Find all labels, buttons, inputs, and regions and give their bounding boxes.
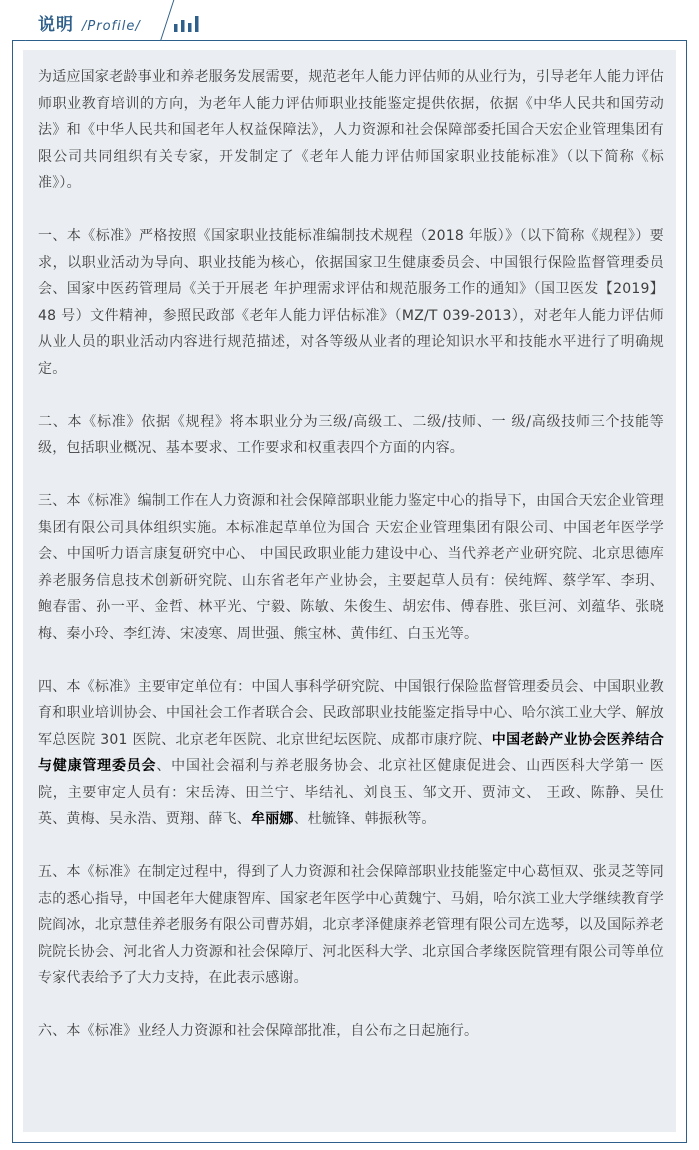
paragraph-text: 三、本《标准》编制工作在人力资源和社会保障部职业能力鉴定中心的指导下，由国合天宏企业管理集团有限公司具体组织实施。本标准起草单位为国合 天宏企业管理集团有限公司、中国老年医学学会、中国听力语言康复研究中心、 中国民政职业能力建设中心、当代养老产业研究院、北京思德库养老服务信息技术创新研究院、山东省老年产业协会，主要起草人员有：侯纯辉、蔡学军、李玥、 鲍春雷、孙一平、金哲、林平光、宁毅、陈敏、朱俊生、胡宏伟、傅春胜、张巨河、刘蕴华、张晓梅、秦小玲、李红涛、宋凌寒、周世强、熊宝林、黄伟红、白玉光等。 xyxy=(38,493,664,642)
paragraph-text: 、中国社会福利与养老服务协会、北京社区健康促进会、山西医科大学第一 医院，主要审定人员有：宋岳涛、田兰宁、毕结礼、刘良玉、邹文开、贾沛文、 王政、陈静、吴仕英、黄梅、吴永浩、贾翔、薛飞、 xyxy=(38,758,664,827)
paragraph-text: 一、本《标准》严格按照《国家职业技能标准编制技术规程（2018 年版）》（以下简称《规程》）要求，以职业活动为导向、职业技能为核心，依据国家卫生健康委员会、中国银行保险监督管理委员会、国家中医药管理局《关于开展老 年护理需求评估和规范服务工作的通知》（国卫医发【2019】48 号）文件精神，参照民政部《老年人能力评估标准》（MZ/T 039-2013），对老年人能力评估师从业人员的职业活动内容进行规范描述，对各等级从业者的理论知识水平和技能水平进行了明确规定。 xyxy=(38,228,664,377)
paragraph-text: 五、本《标准》在制定过程中，得到了人力资源和社会保障部职业技能鉴定中心葛恒双、张灵芝等同志的悉心指导，中国老年大健康智库、国家老年医学中心黄魏宁、马娟，哈尔滨工业大学继续教育学院阎冰，北京慧佳养老服务有限公司曹苏娟，北京孝泽健康养老管理有限公司左选琴，以及国际养老院院长协会、河北省人力资源和社会保障厅、河北医科大学、北京国合孝缘医院管理有限公司等单位专家代表给予了大力支持，在此表示感谢。 xyxy=(38,864,664,986)
paragraph-text: 为适应国家老龄事业和养老服务发展需要，规范老年人能力评估师的从业行为，引导老年人能力评估师职业教育培训的方向，为老年人能力评估师职业技能鉴定提供依据，依据《中华人民共和国劳动法》和《中华人民共和国老年人权益保障法》，人力资源和社会保障部委托国合天宏企业管理集团有限公司共同组织有关专家，开发制定了《老年人能力评估师国家职业技能标准》（以下简称《标准》）。 xyxy=(38,69,664,191)
bar-chart-icon xyxy=(173,14,201,32)
bold-text: 牟丽娜 xyxy=(251,811,294,827)
section-subtitle: /Profile/ xyxy=(82,19,141,34)
paragraph-text: 二、本《标准》依据《规程》将本职业分为三级/高级工、二级/技师、一 级/高级技师三个技能等级，包括职业概况、基本要求、工作要求和权重表四个方面的内容。 xyxy=(38,413,664,456)
paragraph xyxy=(38,1018,664,1045)
bold-text: 中国老龄产业协会医养结合与健康管理委员会 xyxy=(38,731,664,774)
paragraph xyxy=(38,674,664,833)
paragraph-text: 四、本《标准》主要审定单位有：中国人事科学研究院、中国银行保险监督管理委员会、中国职业教育和职业培训协会、中国社会工作者联合会、民政部职业技能鉴定指导中心、哈尔滨工业大学、解放军总医院 301 医院、北京老年医院、北京世纪坛医院、成都市康疗院、 xyxy=(38,678,664,748)
paragraph xyxy=(38,488,664,647)
section-title: 说明 xyxy=(38,15,74,35)
section-header xyxy=(38,10,141,35)
description-body xyxy=(38,64,664,1045)
paragraph-text: 六、本《标准》业经人力资源和社会保障部批准，自公布之日起施行。 xyxy=(38,1023,479,1039)
paragraph-text: 、杜毓锋、韩振秋等。 xyxy=(293,811,436,827)
paragraph xyxy=(38,64,664,197)
paragraph xyxy=(38,409,664,462)
paragraph xyxy=(38,223,664,382)
paragraph xyxy=(38,859,664,992)
